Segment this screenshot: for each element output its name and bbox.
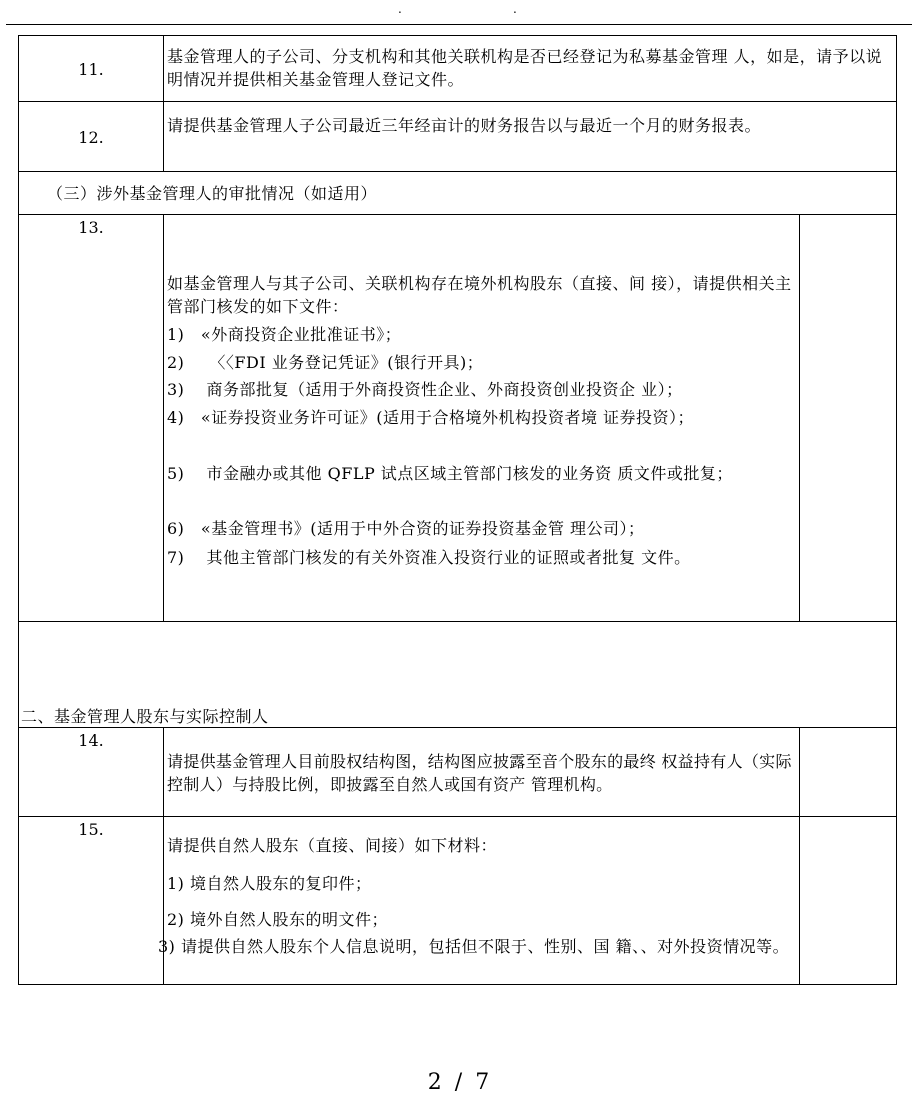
row-13-item-3: 3) 商务部批复（适用于外商投资性企业、外商投资创业投资企 业）； — [167, 380, 683, 399]
row-13-number: 13. — [78, 218, 104, 237]
row-13-remark-cell — [799, 214, 897, 622]
row-15-number: 15. — [78, 820, 104, 839]
header-dot-right: . — [513, 2, 517, 16]
header-rule — [6, 24, 912, 25]
row-13-item-4: 4) «证券投资业务许可证》(适用于合格境外机构投资者境 证券投资）； — [167, 408, 695, 427]
page-number: 2 / 7 — [427, 1070, 493, 1095]
row-14-number-cell — [18, 727, 164, 817]
header-dot-left: . — [398, 2, 402, 16]
row-15-text-cell — [158, 816, 800, 985]
row-12-number: 12. — [78, 128, 104, 147]
row-13-item-1: 1) «外商投资企业批准证书》； — [167, 325, 402, 344]
section-2-header — [18, 621, 897, 728]
section-3-title: （三）涉外基金管理人的审批情况（如适用） — [47, 184, 378, 203]
row-15-remark-cell — [799, 816, 897, 985]
row-13-number-cell — [18, 214, 164, 622]
row-13-item-7: 7) 其他主管部门核发的有关外资准入投资行业的证照或者批复 文件。 — [167, 548, 691, 567]
section-2-title: 二、基金管理人股东与实际控制人 — [21, 707, 269, 726]
row-12-text-cell — [163, 101, 897, 172]
row-11-text-cell — [163, 35, 897, 102]
row-15-line-4: 3) 请提供自然人股东个人信息说明，包括但不限于、性别、国 籍、、对外投资情况等。 — [158, 937, 790, 956]
row-12-text: 请提供基金管理人子公司最近三年经亩计的财务报告以与最近一个月的财务报表。 — [167, 116, 762, 135]
row-15-line-1: 请提供自然人股东（直接、间接）如下材料： — [167, 836, 498, 855]
section-3-header — [18, 171, 897, 215]
row-14-text: 请提供基金管理人目前股权结构图，结构图应披露至音个股东的最终 权益持有人（实际控制人）与持股比例，即披露至自然人或国有资产 管理机构。 — [167, 752, 792, 794]
row-11-number: 11. — [78, 60, 104, 79]
row-13-item-6: 6) «基金管理书》(适用于中外合资的证券投资基金管 理公司）； — [167, 519, 645, 538]
row-11-number-cell — [18, 35, 164, 102]
row-14-number: 14. — [78, 731, 104, 750]
row-13-item-5: 5) 市金融办或其他 QFLP 试点区域主管部门核发的业务资 质文件或批复； — [167, 464, 733, 483]
row-15-line-3: 2) 境外自然人股东的明文件； — [167, 910, 389, 929]
row-14-text-cell — [163, 727, 800, 817]
row-13-item-2: 2) 〈〈FDI 业务登记凭证》(银行开具)； — [167, 353, 484, 372]
row-12-number-cell — [18, 101, 164, 172]
row-11-text: 基金管理人的子公司、分支机构和其他关联机构是否已经登记为私募基金管理 人，如是，请予以说明情况并提供相关基金管理人登记文件。 — [167, 47, 883, 89]
row-14-remark-cell — [799, 727, 897, 817]
row-15-number-cell — [18, 816, 164, 985]
row-13-intro: 如基金管理人与其子公司、关联机构存在境外机构股东（直接、间 接），请提供相关主管部门核发的如下文件： — [167, 274, 792, 316]
page-header — [0, 2, 920, 18]
row-13-text-cell — [163, 214, 800, 622]
row-15-line-2: 1) 境自然人股东的复印件； — [167, 874, 372, 893]
